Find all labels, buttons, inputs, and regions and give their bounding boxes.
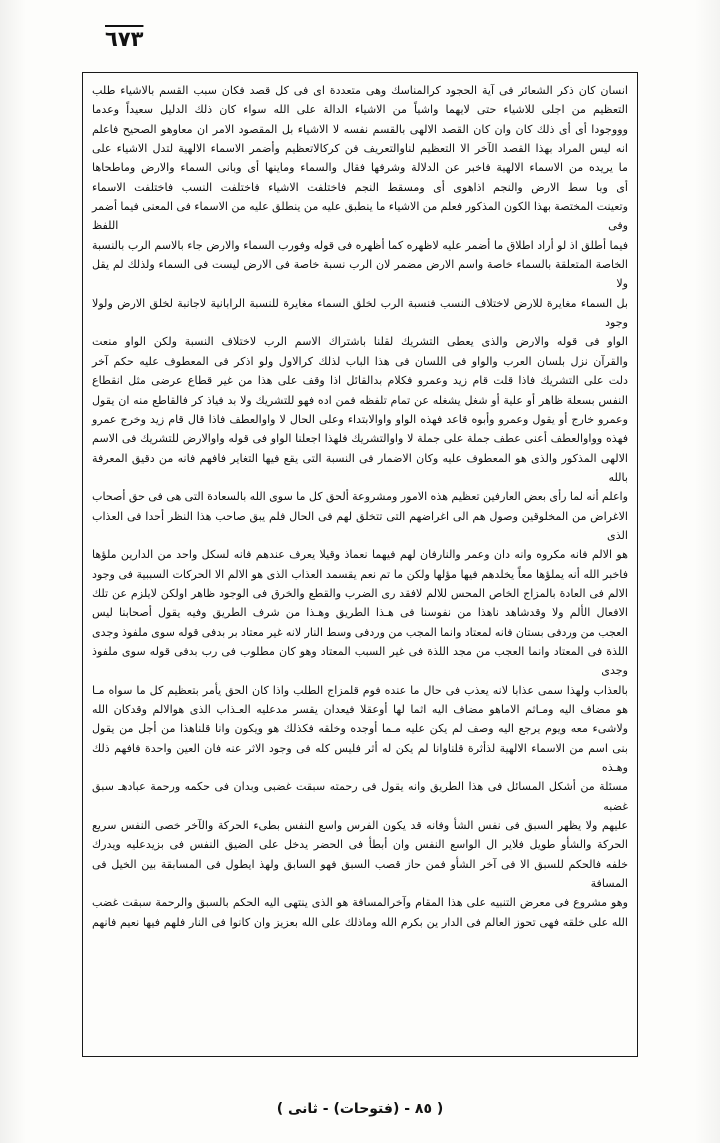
body-line: واعلم أنه لما رأى بعض العارفين تعظيم هذه الامور ومشروعة ألحق كل ما سوى الله بالسعادة التى هى فى حق أصحاب <box>92 490 628 504</box>
body-line: فيما أطلق اذ لو أراد اطلاق ما أضمر عليه لاظهره كما أظهره فى قوله وفورب السماء والارض جاء بالاسم الرب بالنسبة <box>92 238 628 252</box>
body-line: النفس بسعلة ظاهر أو علية أو شغل يشغله عن تمام تلفظه فمن اده فهو للتشريك ولا بد فياذ كر فالقاطع منه ان يقول <box>92 393 628 407</box>
body-line: الافعال الألم ولا وقدشاهد ناهذا من نفوسنا فى هـذا الطريق وهـذا من شرف الطريق وفيه يقول أصحابنا ليس <box>92 606 628 620</box>
body-line: هو مضاف اليه ومـاثم الاماهو مضاف اليه اثما لها أوعقلا فيعدان يقسر مدعليه العـذاب الذى هوالالم وقدكان الله <box>92 703 628 716</box>
text-frame <box>82 72 638 1057</box>
body-line: فهذه وواوالعطف أعنى عطف جملة على جملة لا واوالتشريك فلهذا اجعلنا الواو فى قوله واوالارض للتشريك فى الاسم <box>92 432 628 446</box>
body-line: هو الالم فانه مكروه وانه دان وعمر والنارفان لهم فيهما نعماذ وقيلا يعرف عندهم فانه لسكل واحد من الدارين ملؤها <box>92 548 628 562</box>
body-line: بالعذاب ولهذا سمى عذابا لانه يعذب فى حال ما عنده فوم قلمزاج الطلب واذا كان الحق يأمر بتعظيم كل ما سواه مـا <box>92 683 628 697</box>
body-line: الحركة والشأو طويل فلاير ال الواسع النفس وان أبطأ فى الحضر يدخل على الضيق النفس فى بزيدعليه ويدرك <box>92 838 628 852</box>
body-line: أى وبا سط الارض والنجم اذاهوى أى ومسقط النجم فاختلفت الاشياء فاختلفت النسب فاختلفت الاسماء <box>92 180 628 194</box>
body-line: مسئلة من أشكل المسائل فى هذا الطريق وانه يقول فى رحمته سبقت غضبى وبدان فى حكمه ورحمة عبادهـ سبق غضبه <box>92 780 628 813</box>
body-line: الالهى المذكور والذى هو المعطوف عليه وكان الاضمار فى النسبة التى يقع فيها التغاير فافهم فانه من دقيق المعرفة بالله <box>92 451 628 484</box>
body-line: وووجودا أى أى ذلك كان وان كان القصد الالهى بالقسم نفسه لا الاشياء بل المقصود الامر ان معاوهو الصحيح فاعلم <box>92 122 628 136</box>
body-line: وهو مشروع فى معرض التنبيه على هذا المقام وآخرالمسافة هو الذى ينتهى اليه الحكم بالسبق والرحمة سبقت غضب <box>92 896 628 910</box>
body-line: بل السماء مغايرة للارض لاختلاف النسب فنسبة الرب لخلق السماء مغايرة للنسبة الرابانية لاجانبة لخلق الارض ولولا وجود <box>92 296 628 330</box>
page-right-shading <box>694 0 720 1143</box>
body-line: الواو فى قوله والارض والذى يعطى التشريك لقلنا باشتراك الاسم الرب لاختلاف النسبة ولكن الواو منعت <box>92 335 628 349</box>
footer-catchline: ( ٨٥ - (فتوحات) - ثانى ) <box>276 1101 444 1117</box>
body-line: دلت على التشريك فاذا قلت قام زيد وعمرو فكلام بدالقائل اذا وقف على هذا من غير قطاع عرضى مثل انقطاع <box>92 374 628 388</box>
page-left-shading <box>0 0 26 1143</box>
body-line: بنى اسم من الاسماء الالهية لذأثرة قلناوانا لم يكن له أثر فليس كله فى وجود الاثر عنه فان العين واحدة فافهم ذلك وهـذه <box>92 741 628 775</box>
body-line: التعظيم من اجلى للاشياء حتى لايهما واشياً من الاشياء الدالة على الله سواء كان ذلك الدليل سعيداً وعدما <box>92 103 628 117</box>
body-line: ولاشىء معه ويوم يرجع اليه وصف لم يكن عليه مـما أوجده وخلقه فكذلك هو ويكون وانا قلناهذا من أجل من يقول <box>92 722 628 736</box>
body-line: الله على خلقه فهى تحوز العالم فى الدار ين بكرم الله وماذلك على الله بعزيز وان كانوا فى النار فلهم فيها نعيم فانهم <box>92 915 628 929</box>
body-line: فاخبر الله أنه يملؤها معاً يخلدهم فيها مؤلها ولكن ما تم نعم يقسمد العذاب الذى هو الالم الا الحركات السببية فى وجود <box>92 567 628 581</box>
body-line: اللذة فى المعتاد وانما العجب من مجد اللذة فى غير السبب المعتاد وهو كان مطلوب فى رب بدفى قوله سوى ملفوذ وجدى <box>92 644 628 678</box>
body-line: خلفه فالحكم للسبق الا فى آخر الشأو فمن حاز قصب السبق فهو السابق ولهذ ايطول فى المسابقة بين الخيل فى المسافة <box>92 857 628 891</box>
body-line: الاغراض من المخلوقين وصول هم الى اغراضهم التى تتخلق لهم فى الحال فلم يبق صاحب هذا النظر أحدا فى العذاب الذى <box>92 509 628 542</box>
page-number: ٦٧٣ <box>105 27 144 51</box>
body-text <box>92 81 628 932</box>
body-line: العجب من وردفى بستان فانه لمعتاد وانما المجب من وردفى وسط النار لانه غير معتاد بر بدفى قوله سوى ملفوذ وجدى <box>92 625 628 639</box>
body-line: انسان كان ذكر الشعائر فى آية الحجود كرالمناسك وهى متعددة اى فى كل قصد فكان سبب القسم بالاشياء طلب <box>92 84 628 97</box>
body-line: الخاصة المتعلقة بالسماء خاصة واسم الارض مضمر لان الرب نسبة خاصة فى الارض ليست فى السماء ولذلك لم يقل ولا <box>92 258 628 291</box>
body-line: وتعينت المختصة بهذا الكون المذكور فعلم من الاشياء ما ينطبق عليه من ينطلق عليه من الاسماء فى المعنى فيما أضمر وفى اللفظ <box>92 200 628 233</box>
body-line: والقرآن نزل بلسان العرب والواو فى اللسان فى هذا الباب لذلك كرالاول ولو اذكر فى المعطوف عليه حكم آخر <box>92 354 628 368</box>
body-line: انه ليس المراد بهذا القصد الآخر الا التعظيم لناوالتعريف فن كركالاتعظيم وأضمر الاسماء الالهية لتدل الاشياء على <box>92 142 628 156</box>
body-line: الالم فى العادة بالمزاج الخاص المحس للالم لافقد رى الضرب والقطع والخرق فى الوجود ظاهر اولكن لايلزم عن تلك <box>92 586 628 600</box>
body-line: وعمرو خارج أو يقول وعمرو وأبوه قاعد فهذه الواو واوالابتداء وعلى الحال لا واوالعطف فاذا قال قام زيد وخرج عمرو <box>92 412 628 426</box>
body-line: ما يريده من الاسماء الالهية فاخبر عن الدلالة وشرفها فقال والسماء وماينها أى وبانى السماء والارض وماطحاها <box>92 161 628 175</box>
body-line: عليهم ولا يظهر السبق فى نفس الشأ وفانه قد يكون الفرس واسع النفس بطىء الحركة والآخر خصى النفس سريع <box>92 819 628 833</box>
